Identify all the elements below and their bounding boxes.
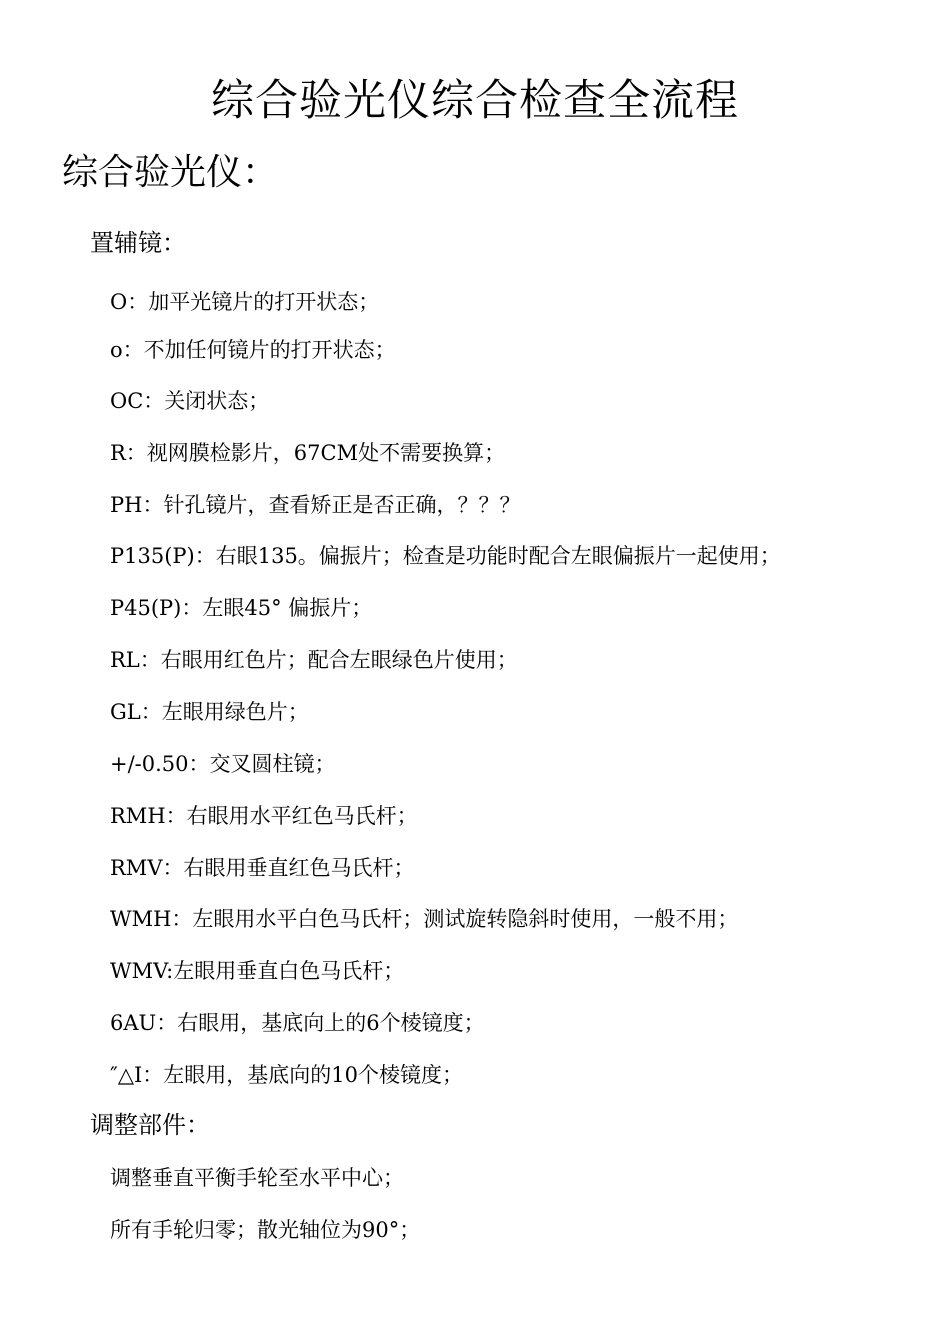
aux-lens-item: o：不加任何镜片的打开状态； <box>110 338 396 362</box>
aux-lens-item: 6AU：右眼用，基底向上的6个棱镜度； <box>110 1011 485 1035</box>
section-heading: 综合验光仪： <box>62 152 279 193</box>
aux-lens-item: P135(P)：右眼135。偏振片；检查是功能时配合左眼偏振片一起使用； <box>110 544 781 568</box>
aux-lens-item: O：加平光镜片的打开状态； <box>110 290 380 314</box>
aux-lens-item: P45(P)：左眼45° 偏振片； <box>110 596 373 620</box>
aux-lens-item: WMH：左眼用水平白色马氏杆；测试旋转隐斜时使用，一般不用； <box>110 907 739 931</box>
adjust-parts-item: 调整垂直平衡手轮至水平中心； <box>110 1166 404 1190</box>
aux-lens-item: +/-0.50：交叉圆柱镜； <box>110 752 336 776</box>
aux-lens-item: PH：针孔镜片，查看矫正是否正确，？？？ <box>110 493 521 517</box>
aux-lens-item: OC：关闭状态； <box>110 389 270 413</box>
adjust-parts-item: 所有手轮归零；散光轴位为90°； <box>110 1218 421 1242</box>
aux-lens-item: R：视网膜检影片，67CM处不需要换算； <box>110 441 506 465</box>
aux-lens-item: RL：右眼用红色片；配合左眼绿色片使用； <box>110 648 518 672</box>
adjust-parts-heading: 调整部件： <box>90 1111 210 1139</box>
aux-lens-heading: 置辅镜： <box>90 229 186 257</box>
page-title: 综合验光仪综合检查全流程 <box>211 76 739 126</box>
aux-lens-item: GL：左眼用绿色片； <box>110 700 309 724</box>
aux-lens-item: WMV:左眼用垂直白色马氏杆； <box>110 959 405 983</box>
aux-lens-item: RMH：右眼用水平红色马氏杆； <box>110 804 418 828</box>
aux-lens-item: RMV：右眼用垂直红色马氏杆； <box>110 856 415 880</box>
aux-lens-item: ″△I：左眼用，基底向的10个棱镜度； <box>110 1063 464 1087</box>
